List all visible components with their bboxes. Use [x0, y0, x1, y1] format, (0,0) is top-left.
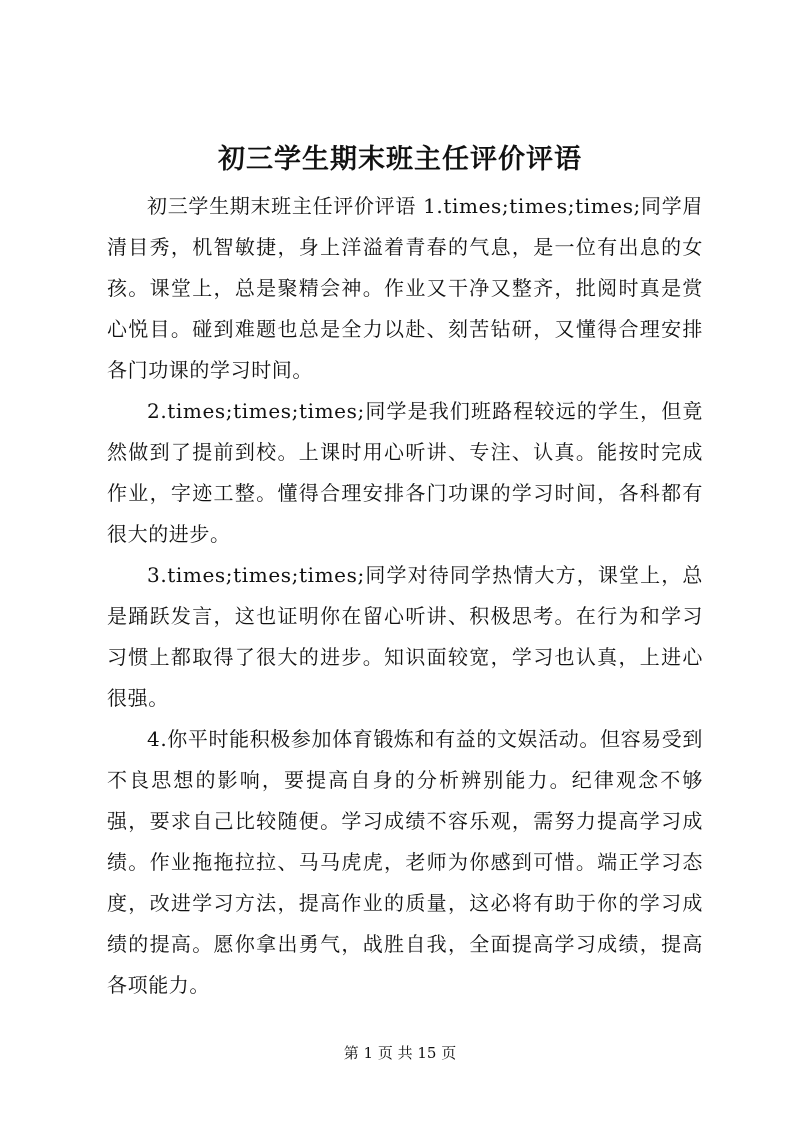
- paragraph-4: 4.你平时能积极参加体育锻炼和有益的文娱活动。但容易受到不良思想的影响，要提高自身的分析辨别能力。纪律观念不够强，要求自己比较随便。学习成绩不容乐观，需努力提高学习成绩。作业拖拖拉拉、马马虎虎，老师为你感到可惜。端正学习态度，改进学习方法，提高作业的质量，这必将有助于你的学习成绩的提高。愿你拿出勇气，战胜自我，全面提高学习成绩，提高各项能力。: [107, 727, 703, 997]
- paragraph-2: 2.times;times;times;同学是我们班路程较远的学生，但竟然做到了提前到校。上课时用心听讲、专注、认真。能按时完成作业，字迹工整。懂得合理安排各门功课的学习时间，各科都有很大的进步。: [107, 399, 703, 546]
- paragraph-1: 初三学生期末班主任评价评语 1.times;times;times;同学眉清目秀，机智敏捷，身上洋溢着青春的气息，是一位有出息的女孩。课堂上，总是聚精会神。作业又干净又整齐，批阅时真是赏心悦目。碰到难题也总是全力以赴、刻苦钻研，又懂得合理安排各门功课的学习时间。: [107, 194, 703, 382]
- paragraph-3: 3.times;times;times;同学对待同学热情大方，课堂上，总是踊跃发言，这也证明你在留心听讲、积极思考。在行为和学习习惯上都取得了很大的进步。知识面较宽，学习也认真，上进心很强。: [107, 563, 703, 710]
- document-title: 初三学生期末班主任评价评语: [218, 144, 582, 175]
- document-body: [107, 186, 703, 1006]
- page-footer: 第 1 页 共 15 页: [343, 1044, 457, 1062]
